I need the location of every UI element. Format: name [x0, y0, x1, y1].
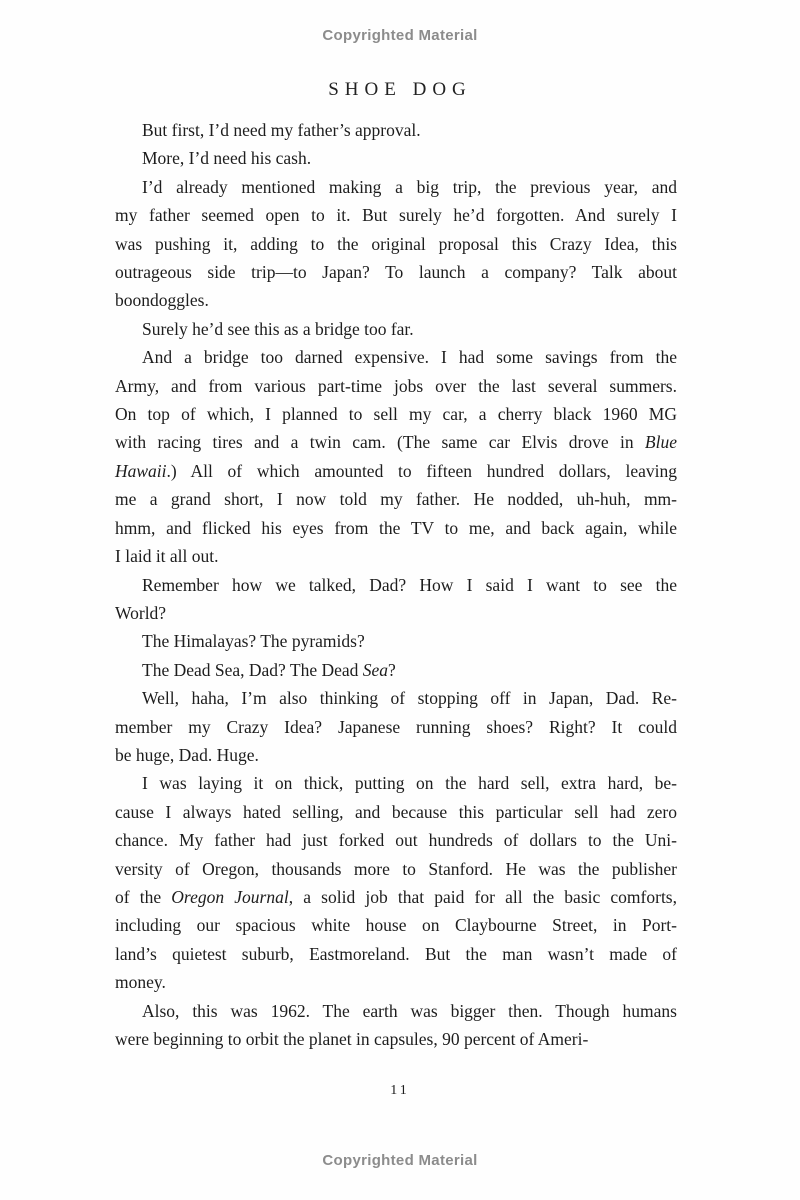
text-line: The Himalayas? The pyramids? [142, 631, 365, 652]
text-line: Hawaii.) All of which amounted to fifteen hundred dollars, leaving [115, 460, 677, 481]
text-line: And a bridge too darned expensive. I had some savings from the [142, 347, 677, 368]
text-line: More, I’d need his cash. [142, 148, 312, 169]
text-line: I laid it all out. [115, 546, 219, 567]
text-line: outrageous side trip—to Japan? To launch a company? Talk about [115, 262, 677, 283]
text-line: including our spacious white house on Claybourne Street, in Port- [115, 915, 677, 936]
paragraph [115, 997, 677, 1054]
text-line: me a grand short, I now told my father. He nodded, uh-huh, mm- [115, 489, 677, 510]
paragraph [115, 627, 677, 655]
text-line: Surely he’d see this as a bridge too far. [142, 318, 414, 339]
running-head-title: SHOE DOG [328, 79, 472, 100]
text-line: I’d already mentioned making a big trip, the previous year, and [142, 176, 677, 197]
paragraph [115, 571, 677, 628]
text-line: were beginning to orbit the planet in capsules, 90 percent of Ameri- [115, 1029, 589, 1049]
text-line: The Dead Sea, Dad? The Dead Sea? [142, 659, 396, 680]
text-block [115, 116, 677, 1053]
paragraph [115, 144, 677, 172]
text-line: But first, I’d need my father’s approval. [142, 120, 421, 140]
text-line: was pushing it, adding to the original proposal this Crazy Idea, this [115, 233, 677, 254]
paragraph [115, 769, 677, 996]
text-line: Well, haha, I’m also thinking of stopping off in Japan, Dad. Re- [142, 688, 677, 709]
text-line: land’s quietest suburb, Eastmoreland. But the man wasn’t made of [115, 943, 677, 964]
text-line: of the Oregon Journal, a solid job that paid for all the basic comforts, [115, 886, 677, 907]
paragraph [115, 173, 677, 315]
paragraph [115, 343, 677, 570]
copyright-notice-top: Copyrighted Material [322, 27, 478, 44]
text-line: money. [115, 972, 166, 993]
text-line: member my Crazy Idea? Japanese running shoes? Right? It could [115, 716, 677, 737]
text-line: be huge, Dad. Huge. [115, 744, 259, 765]
text-line: Remember how we talked, Dad? How I said I want to see the [142, 574, 677, 595]
text-line: On top of which, I planned to sell my car, a cherry black 1960 MG [115, 404, 677, 425]
text-line: with racing tires and a twin cam. (The same car Elvis drove in Blue [115, 432, 677, 453]
paragraph [115, 684, 677, 769]
paragraph [115, 656, 677, 684]
text-line: boondoggles. [115, 290, 209, 311]
text-line: versity of Oregon, thousands more to Stanford. He was the publisher [115, 858, 677, 879]
paragraph [115, 116, 677, 144]
text-line: my father seemed open to it. But surely he’d forgotten. And surely I [115, 205, 677, 226]
text-line: World? [115, 602, 167, 623]
text-line: cause I always hated selling, and because this particular sell had zero [115, 801, 677, 822]
page-number: 11 [390, 1083, 410, 1098]
text-line: hmm, and flicked his eyes from the TV to me, and back again, while [115, 517, 677, 538]
text-line: I was laying it on thick, putting on the hard sell, extra hard, be- [142, 773, 677, 794]
copyright-notice-bottom: Copyrighted Material [322, 1152, 478, 1169]
text-line: Army, and from various part-time jobs over the last several summers. [115, 375, 677, 396]
paragraph [115, 315, 677, 343]
text-line: chance. My father had just forked out hundreds of dollars to the Uni- [115, 830, 677, 851]
text-line: Also, this was 1962. The earth was bigger then. Though humans [142, 1000, 677, 1021]
